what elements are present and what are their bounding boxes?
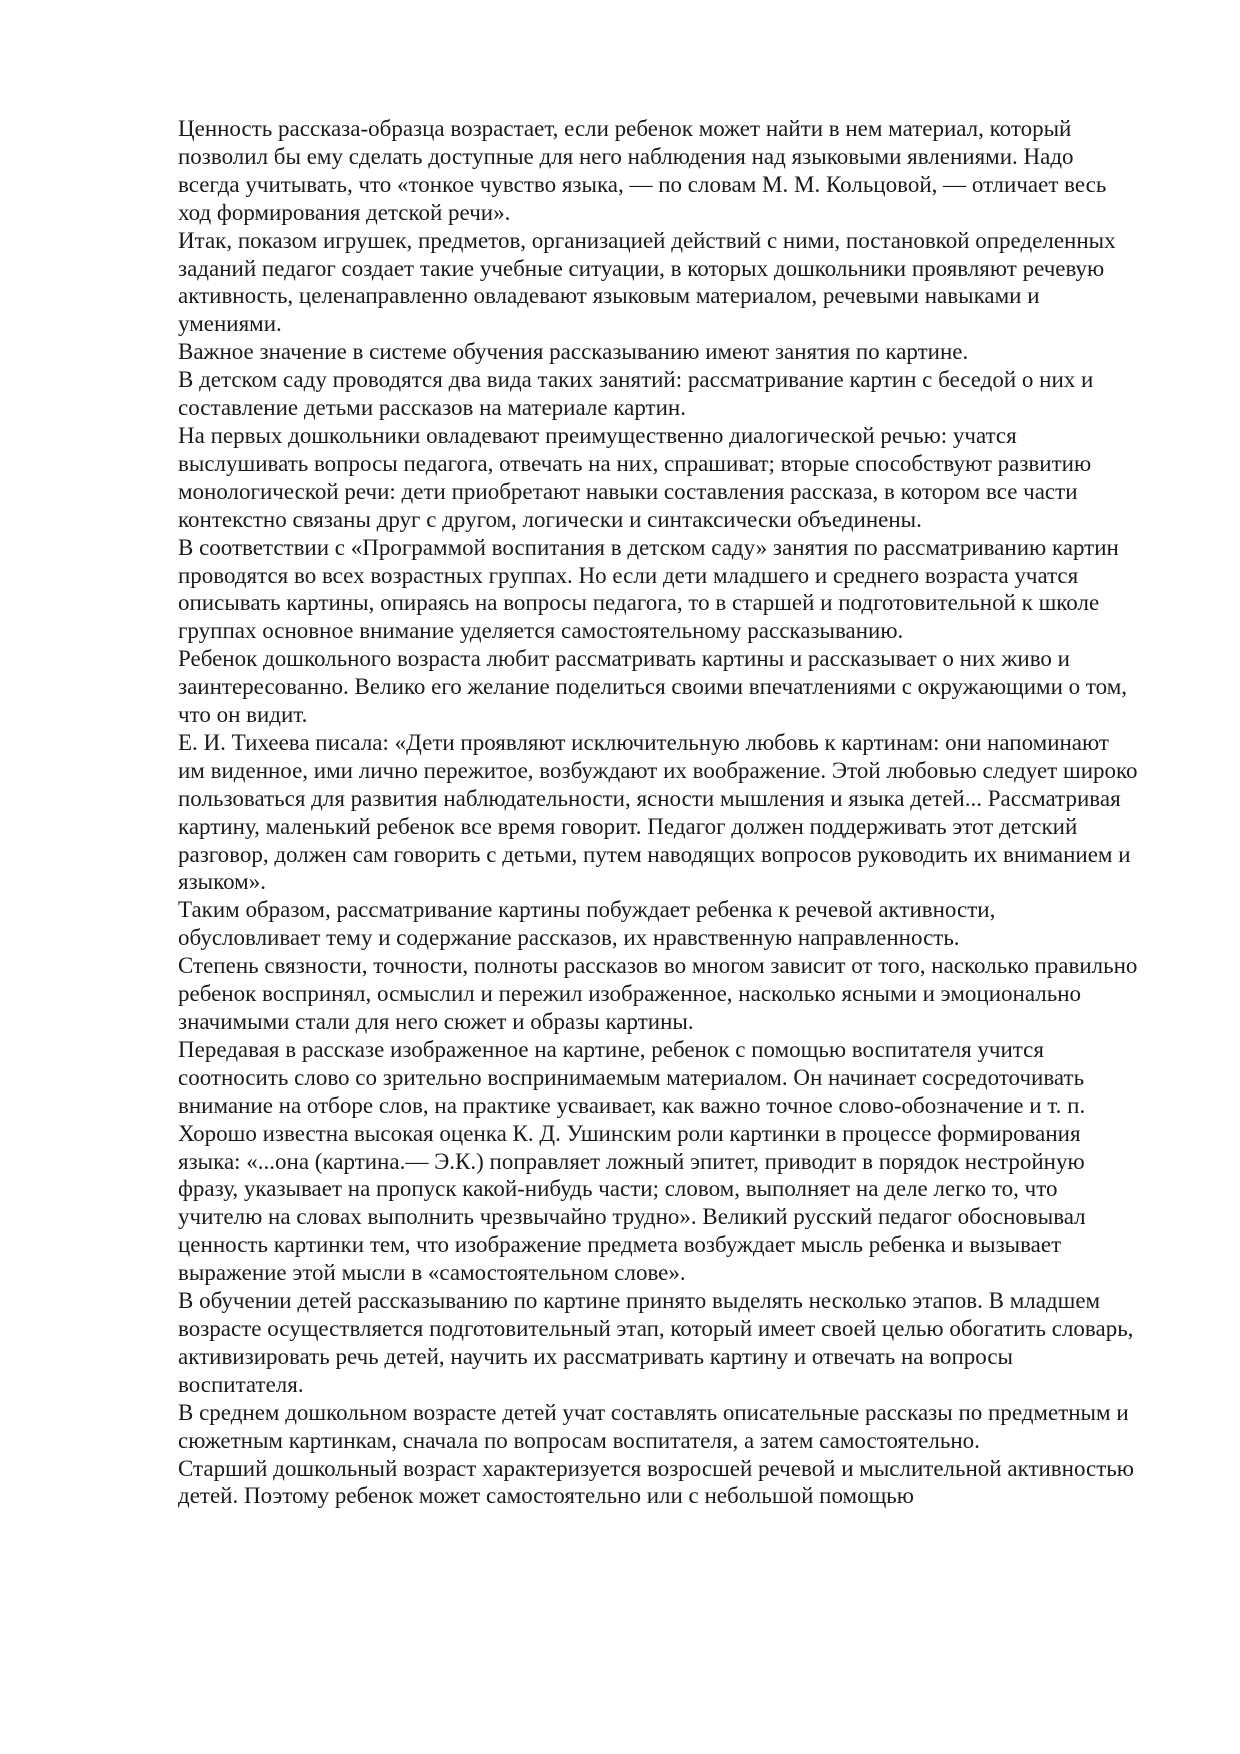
document-page: [178, 115, 1138, 1510]
paragraph: Таким образом, рассматривание картины побуждает ребенка к речевой активности, обусловливает тему и содержание рассказов, их нравственную направленность.: [178, 897, 996, 951]
paragraph: На первых дошкольники овладевают преимущественно диалогической речью: учатся выслушивать вопросы педагога, отвечать на них, спрашиват; вторые способствуют развитию монологической речи: дети приобретают навыки составления рассказа, в котором все части контекстно связаны друг с другом, логически и синтаксически объединены.: [178, 422, 1092, 532]
paragraph: Важное значение в системе обучения рассказыванию имеют занятия по картине.: [178, 339, 969, 365]
paragraph: Степень связности, точности, полноты рассказов во многом зависит от того, насколько правильно ребенок воспринял, осмыслил и пережил изображенное, насколько ясными и эмоционально значимыми стали для него сюжет и образы картины.: [178, 953, 1138, 1034]
paragraph: В соответствии с «Программой воспитания в детском саду» занятия по рассматриванию картин проводятся во всех возрастных группах. Но если дети младшего и среднего возраста учатся описывать картины, опираясь на вопросы педагога, то в старшей и подготовительной к школе группах основное внимание уделяется самостоятельному рассказыванию.: [178, 534, 1119, 644]
paragraph: В обучении детей рассказыванию по картине принято выделять несколько этапов. В младшем возрасте осуществляется подготовительный этап, который имеет своей целью обогатить словарь, активизировать речь детей, научить их рассматривать картину и отвечать на вопросы воспитателя.: [178, 1288, 1134, 1397]
paragraph: Ценность рассказа-образца возрастает, если ребенок может найти в нем материал, который позволил бы ему сделать доступные для него наблюдения над языковыми явлениями. Надо всегда учитывать, что «тонкое чувство языка, — по словам М. М. Кольцовой, — отличает весь ход формирования детской речи».: [178, 116, 1107, 225]
paragraph: Итак, показом игрушек, предметов, организацией действий с ними, постановкой определенных заданий педагог создает такие учебные ситуации, в которых дошкольники проявляют речевую активность, целенаправленно овладевают языковым материалом, речевыми навыками и умениями.: [178, 227, 1116, 337]
paragraph: В детском саду проводятся два вида таких занятий: рассматривание картин с беседой о них и составление детьми рассказов на материале картин.: [178, 367, 1094, 421]
paragraph: Старший дошкольный возраст характеризуется возросшей речевой и мыслительной активностью детей. Поэтому ребенок может самостоятельно или с небольшой помощью: [178, 1455, 1134, 1509]
paragraph: Ребенок дошкольного возраста любит рассматривать картины и рассказывает о них живо и заинтересованно. Велико его желание поделиться своими впечатлениями с окружающими о том, что он видит.: [178, 646, 1128, 728]
paragraph: Е. И. Тихеева писала: «Дети проявляют исключительную любовь к картинам: они напоминают им виденное, ими лично пережитое, возбуждают их воображение. Этой любовью следует широко пользоваться для развития наблюдательности, ясности мышления и языка детей... Рассматривая картину, маленький ребенок все время говорит. Педагог должен поддерживать этот детский разговор, должен сам говорить с детьми, путем наводящих вопросов руководить их вниманием и языком».: [178, 729, 1138, 895]
paragraph: Передавая в рассказе изображенное на картине, ребенок с помощью воспитателя учится соотносить слово со зрительно воспринимаемым материалом. Он начинает сосредоточивать внимание на отборе слов, на практике усваивает, как важно точное слово-обозначение и т. п. Хорошо известна высокая оценка К. Д. Ушинским роли картинки в процессе формирования языка: «...она (картина.— Э.К.) поправляет ложный эпитет, приводит в порядок нестройную фразу, указывает на пропуск какой-нибудь части; словом, выполняет на деле легко то, что учителю на словах выполнить чрезвычайно трудно». Великий русский педагог обосновывал ценность картинки тем, что изображение предмета возбуждает мысль ребенка и вызывает выражение этой мысли в «самостоятельном слове».: [178, 1036, 1086, 1286]
paragraph: В среднем дошкольном возрасте детей учат составлять описательные рассказы по предметным и сюжетным картинкам, сначала по вопросам воспитателя, а затем самостоятельно.: [178, 1399, 1129, 1453]
